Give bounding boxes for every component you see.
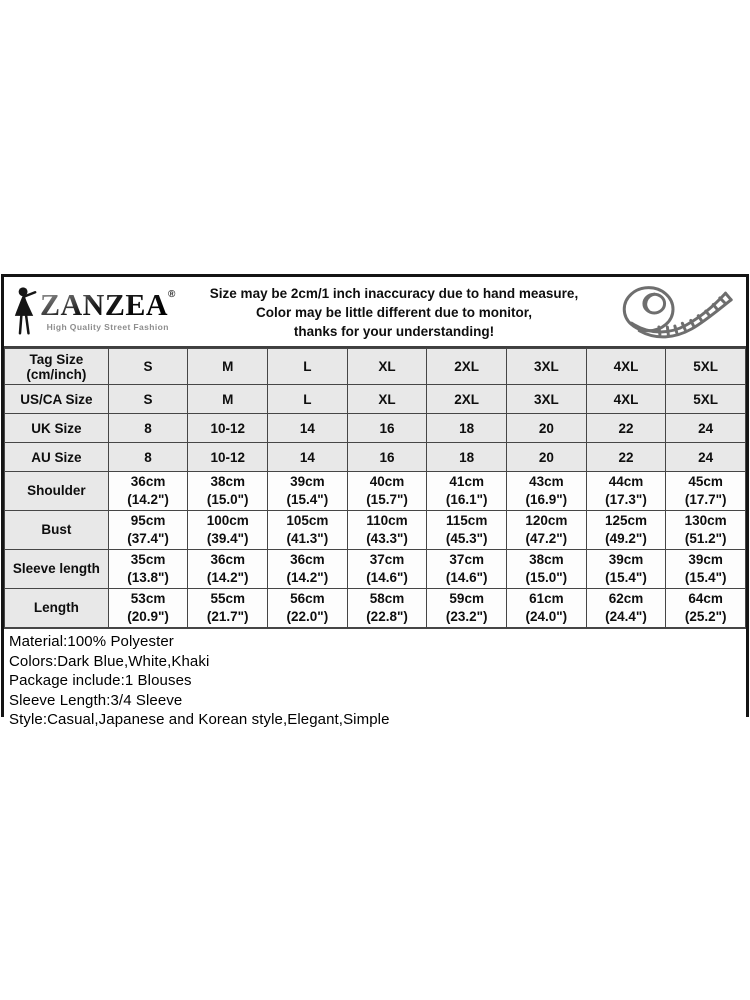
row-label-cell	[5, 349, 109, 385]
measurement-cell	[108, 511, 188, 550]
measurement-cm: 45cm	[688, 474, 723, 489]
table-row	[5, 550, 746, 589]
measurement-cm: 36cm	[130, 474, 166, 489]
measurement-cell	[108, 589, 188, 628]
measurement-inch: (51.2")	[684, 531, 727, 546]
measurement-cell	[507, 511, 587, 550]
measurement-inch: (43.3")	[366, 531, 408, 546]
measurement-inch: (16.9")	[525, 492, 568, 507]
measurement-inch: (47.2")	[525, 531, 568, 546]
size-cell: 14	[268, 414, 348, 443]
measurement-inch: (37.4")	[127, 531, 169, 546]
table-row	[5, 589, 746, 628]
measurement-cm: 95cm	[130, 513, 166, 528]
brand-text	[40, 288, 176, 332]
measurement-cm: 110cm	[366, 513, 408, 528]
measurement-cm: 39cm	[290, 474, 325, 489]
measurement-cm: 61cm	[529, 591, 564, 606]
measurement-cell	[427, 550, 507, 589]
size-cell: XL	[347, 349, 427, 385]
size-cell: 10-12	[188, 443, 268, 472]
measurement-inch: (49.2")	[605, 531, 647, 546]
measurement-cm: 39cm	[688, 552, 723, 567]
size-cell: 4XL	[586, 385, 666, 414]
measurement-inch: (24.0")	[525, 609, 568, 624]
measurement-cm: 35cm	[130, 552, 166, 567]
measurement-cell	[666, 589, 746, 628]
measurement-cm: 53cm	[130, 591, 166, 606]
size-cell: 16	[347, 443, 427, 472]
row-label-cell: Bust	[5, 511, 109, 550]
measurement-inch: (15.4")	[605, 570, 647, 585]
size-cell: 4XL	[586, 349, 666, 385]
measurement-cm: 40cm	[369, 474, 405, 489]
size-cell: S	[108, 385, 188, 414]
measurement-inch: (45.3")	[445, 531, 488, 546]
measurement-cell	[507, 472, 587, 511]
measurement-cm: 37cm	[449, 552, 484, 567]
table-row	[5, 443, 746, 472]
measurement-inch: (15.4")	[286, 492, 329, 507]
measurement-cell	[268, 472, 348, 511]
product-details	[4, 628, 746, 730]
row-label-cell: Shoulder	[5, 472, 109, 511]
measurement-cm: 43cm	[529, 474, 564, 489]
measurement-cell	[427, 511, 507, 550]
measurement-cell	[188, 550, 268, 589]
measurement-inch: (14.6")	[366, 570, 408, 585]
measurement-inch: (14.2")	[206, 570, 249, 585]
measurement-cm: 130cm	[684, 513, 727, 528]
size-cell: 16	[347, 414, 427, 443]
row-label-cell: US/CA Size	[5, 385, 109, 414]
size-cell: 2XL	[427, 385, 507, 414]
size-cell: 22	[586, 443, 666, 472]
size-cell: 20	[507, 443, 587, 472]
measurement-cell	[268, 511, 348, 550]
size-cell: S	[108, 349, 188, 385]
detail-line: Colors:Dark Blue,White,Khaki	[9, 652, 210, 670]
measurement-inch: (14.2")	[127, 492, 169, 507]
size-cell: 24	[666, 414, 746, 443]
measurement-cell	[347, 472, 427, 511]
measurement-cell	[268, 589, 348, 628]
measurement-inch: (23.2")	[445, 609, 488, 624]
table-row	[5, 511, 746, 550]
measurement-cell	[188, 511, 268, 550]
row-label-cell: UK Size	[5, 414, 109, 443]
measurement-cell	[666, 550, 746, 589]
size-table-body	[5, 349, 746, 628]
tape-icon-wrap	[606, 282, 746, 342]
size-cell: 24	[666, 443, 746, 472]
measurement-inch: (20.9")	[127, 609, 169, 624]
measurement-cm: 100cm	[206, 513, 249, 528]
measurement-inch: (22.8")	[366, 609, 408, 624]
measurement-cell	[507, 550, 587, 589]
measurement-inch: (15.4")	[684, 570, 727, 585]
measurement-cm: 62cm	[608, 591, 644, 606]
measuring-tape-icon	[611, 282, 735, 342]
size-cell: XL	[347, 385, 427, 414]
measurement-inch: (17.3")	[605, 492, 647, 507]
size-cell: 3XL	[507, 349, 587, 385]
measurement-cm: 38cm	[529, 552, 564, 567]
measurement-cell	[108, 472, 188, 511]
table-row	[5, 414, 746, 443]
woman-silhouette-icon	[12, 286, 38, 340]
size-cell: 3XL	[507, 385, 587, 414]
row-label-line: Tag Size	[29, 351, 84, 367]
measurement-cm: 125cm	[604, 513, 648, 528]
measurement-cell	[427, 472, 507, 511]
measurement-cm: 38cm	[210, 474, 245, 489]
measurement-cell	[586, 472, 666, 511]
measurement-cm: 59cm	[449, 591, 484, 606]
size-cell: M	[188, 385, 268, 414]
size-cell: 10-12	[188, 414, 268, 443]
detail-line: Sleeve Length:3/4 Sleeve	[9, 691, 183, 709]
size-cell: 18	[427, 443, 507, 472]
measurement-cm: 44cm	[608, 474, 644, 489]
brand-logo	[4, 284, 182, 340]
size-cell: 2XL	[427, 349, 507, 385]
measurement-inch: (15.0")	[206, 492, 249, 507]
measurement-inch: (25.2")	[684, 609, 727, 624]
size-cell: 5XL	[666, 349, 746, 385]
measurement-inch: (24.4")	[605, 609, 647, 624]
measurement-cm: 105cm	[286, 513, 329, 528]
measurement-cell	[188, 472, 268, 511]
measurement-inch: (15.0")	[525, 570, 568, 585]
measurement-inch: (16.1")	[445, 492, 488, 507]
measurement-cm: 36cm	[290, 552, 325, 567]
measurement-cell	[347, 589, 427, 628]
size-cell: M	[188, 349, 268, 385]
row-label-cell: Length	[5, 589, 109, 628]
table-row	[5, 472, 746, 511]
row-label-line: (cm/inch)	[26, 366, 87, 382]
measurement-inch: (39.4")	[206, 531, 249, 546]
measurement-cell	[268, 550, 348, 589]
measurement-cm: 56cm	[290, 591, 325, 606]
measurement-inch: (17.7")	[684, 492, 727, 507]
size-chart-box	[1, 274, 749, 728]
measurement-inch: (22.0")	[286, 609, 329, 624]
size-cell: 8	[108, 414, 188, 443]
disclaimer-line: Color may be little different due to monitor,	[255, 305, 533, 320]
disclaimer-line: Size may be 2cm/1 inch inaccuracy due to hand measure,	[209, 286, 579, 301]
measurement-cell	[586, 550, 666, 589]
measurement-cell	[347, 511, 427, 550]
size-cell: 18	[427, 414, 507, 443]
measurement-cell	[427, 589, 507, 628]
measurement-inch: (41.3")	[286, 531, 329, 546]
measurement-cm: 58cm	[369, 591, 405, 606]
detail-line: Material:100% Polyester	[9, 633, 174, 650]
brand-tagline: High Quality Street Fashion	[46, 322, 169, 332]
measurement-cm: 55cm	[210, 591, 245, 606]
measurement-cm: 41cm	[449, 474, 484, 489]
disclaimer-line: thanks for your understanding!	[293, 324, 495, 339]
measurement-inch: (14.2")	[286, 570, 329, 585]
table-row	[5, 385, 746, 414]
size-cell: 14	[268, 443, 348, 472]
measurement-cm: 64cm	[688, 591, 723, 606]
measurement-cell	[507, 589, 587, 628]
size-cell: L	[268, 349, 348, 385]
measurement-inch: (15.7")	[366, 492, 408, 507]
measurement-cell	[108, 550, 188, 589]
size-cell: 22	[586, 414, 666, 443]
detail-line: Style:Casual,Japanese and Korean style,Elegant,Simple	[9, 711, 390, 728]
measurement-cm: 36cm	[210, 552, 245, 567]
measurement-inch: (21.7")	[206, 609, 249, 624]
measurement-cm: 37cm	[369, 552, 405, 567]
measurement-cell	[347, 550, 427, 589]
registered-trademark: ®	[168, 289, 176, 300]
size-cell: 5XL	[666, 385, 746, 414]
row-label-cell: AU Size	[5, 443, 109, 472]
measurement-cell	[666, 511, 746, 550]
measurement-inch: (13.8")	[127, 570, 169, 585]
size-cell: 20	[507, 414, 587, 443]
chart-header	[4, 277, 746, 348]
row-label-cell: Sleeve length	[5, 550, 109, 589]
brand-wordmark: ZANZEA	[40, 288, 169, 323]
size-disclaimer	[182, 282, 606, 341]
size-cell: 8	[108, 443, 188, 472]
size-cell: L	[268, 385, 348, 414]
measurement-cm: 39cm	[608, 552, 644, 567]
measurement-cell	[188, 589, 268, 628]
table-row	[5, 349, 746, 385]
measurement-cell	[586, 511, 666, 550]
size-table	[4, 348, 746, 628]
measurement-cell	[666, 472, 746, 511]
measurement-cm: 120cm	[525, 513, 568, 528]
measurement-cell	[586, 589, 666, 628]
measurement-cm: 115cm	[446, 513, 488, 528]
detail-line: Package include:1 Blouses	[9, 672, 192, 689]
measurement-inch: (14.6")	[445, 570, 488, 585]
